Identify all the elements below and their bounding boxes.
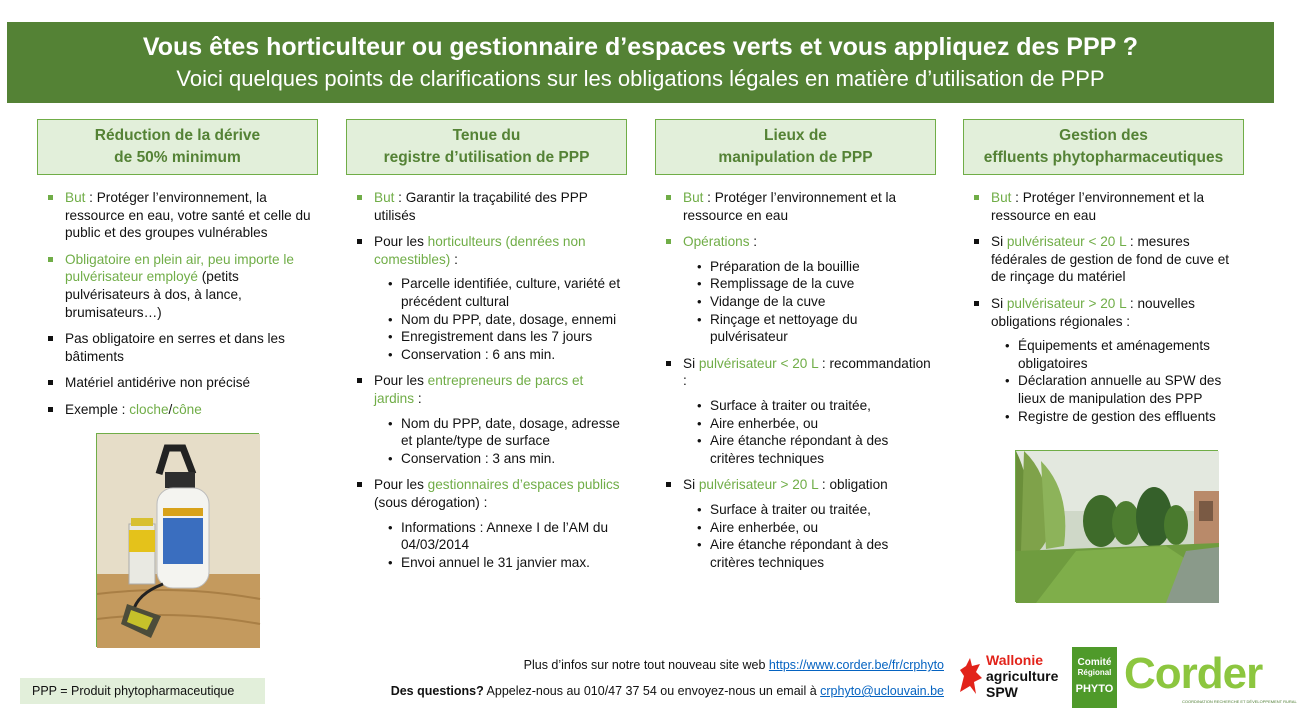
column-handling-sites bbox=[655, 119, 936, 580]
column-drift-reduction bbox=[37, 119, 318, 428]
column-heading: Lieux de manipulation de PPP bbox=[655, 119, 936, 175]
sub-list-item: • Équipements et aménagements obligatoires bbox=[991, 337, 1244, 372]
sub-list-item: • Envoi annuel le 31 janvier max. bbox=[374, 554, 627, 572]
column-heading: Gestion des effluents phytopharmaceutiques bbox=[963, 119, 1244, 175]
footer-website: Plus d’infos sur notre tout nouveau site web https://www.corder.be/fr/crphyto bbox=[523, 658, 944, 672]
corder-logo: Corder COORDINATION RECHERCHE ET DÉVELOPPEMENT RURAL bbox=[1124, 649, 1297, 704]
comite-phyto-logo: Comité Régional PHYTO bbox=[1072, 647, 1117, 708]
sub-list-item: • Remplissage de la cuve bbox=[683, 275, 936, 293]
sub-list-item: • Aire enherbée, ou bbox=[683, 415, 936, 433]
garden-photo bbox=[1015, 450, 1218, 602]
column-usage-register bbox=[346, 119, 627, 580]
sub-list-item: • Informations : Annexe I de l’AM du 04/03/2014 bbox=[374, 519, 627, 554]
sub-list-item: • Enregistrement dans les 7 jours bbox=[374, 328, 627, 346]
list-item: Si pulvérisateur > 20 L : nouvelles obligations régionales : • Équipements et aménagements obligatoires • Déclaration annuelle au SPW des lieux de manipulation des PPP • Registre de gestion des effluents bbox=[963, 295, 1244, 425]
sub-list-item: • Surface à traiter ou traitée, bbox=[683, 501, 936, 519]
title-banner bbox=[7, 22, 1274, 103]
list-item: Opérations : • Préparation de la bouillie • Remplissage de la cuve • Vidange de la cuve • Rinçage et nettoyage du pulvérisateur bbox=[655, 233, 936, 346]
sub-list-item: • Parcelle identifiée, culture, variété et précédent cultural bbox=[374, 275, 627, 310]
page-subtitle: Voici quelques points de clarifications sur les obligations légales en matière d’utilisation de PPP bbox=[176, 66, 1105, 91]
sub-list-item: • Déclaration annuelle au SPW des lieux de manipulation des PPP bbox=[991, 372, 1244, 407]
list-item: But : Garantir la traçabilité des PPP utilisés bbox=[346, 189, 627, 224]
sub-list-item: • Aire étanche répondant à des critères techniques bbox=[683, 432, 936, 467]
sub-list-item: • Conservation : 6 ans min. bbox=[374, 346, 627, 364]
page-title: Vous êtes horticulteur ou gestionnaire d’espaces verts et vous appliquez des PPP ? bbox=[142, 33, 1139, 61]
sub-list-item: • Rinçage et nettoyage du pulvérisateur bbox=[683, 311, 936, 346]
wallonie-logo: Wallonie agriculture SPW bbox=[956, 652, 1068, 704]
sub-list-item: • Aire étanche répondant à des critères techniques bbox=[683, 536, 936, 571]
sprayer-illustration bbox=[97, 434, 260, 648]
column-heading: Réduction de la dérive de 50% minimum bbox=[37, 119, 318, 175]
list-item: Pas obligatoire en serres et dans les bâtiments bbox=[37, 330, 318, 365]
list-item: Obligatoire en plein air, peu importe le pulvérisateur employé (petits pulvérisateurs à dos, à lance, brumisateurs…) bbox=[37, 251, 318, 321]
sub-list-item: • Conservation : 3 ans min. bbox=[374, 450, 627, 468]
list-item: Exemple : cloche/cône bbox=[37, 401, 318, 419]
sub-list-item: • Nom du PPP, date, dosage, adresse et plante/type de surface bbox=[374, 415, 627, 450]
list-item: Si pulvérisateur < 20 L : recommandation : • Surface à traiter ou traitée, • Aire enherbée, ou • Aire étanche répondant à des critères techniques bbox=[655, 355, 936, 468]
sprayer-photo bbox=[96, 433, 259, 647]
list-item: Pour les gestionnaires d’espaces publics (sous dérogation) : • Informations : Annexe I de l’AM du 04/03/2014 • Envoi annuel le 31 janvier max. bbox=[346, 476, 627, 571]
website-link[interactable]: https://www.corder.be/fr/crphyto bbox=[768, 658, 944, 672]
sub-list-item: • Nom du PPP, date, dosage, ennemi bbox=[374, 311, 627, 329]
list-item: Pour les horticulteurs (denrées non comestibles) : • Parcelle identifiée, culture, variété et précédent cultural • Nom du PPP, date, dosage, ennemi • Enregistrement dans les 7 jours • Conservation : 6 ans min. bbox=[346, 233, 627, 363]
footer-contact: Des questions? Appelez-nous au 010/47 37 54 ou envoyez-nous un email à crphyto@uclouvain.be bbox=[390, 684, 944, 698]
column-heading: Tenue du registre d’utilisation de PPP bbox=[346, 119, 627, 175]
list-item: Si pulvérisateur < 20 L : mesures fédérales de gestion de fond de cuve et de rinçage du matériel bbox=[963, 233, 1244, 286]
list-item: But : Protéger l’environnement et la ressource en eau bbox=[963, 189, 1244, 224]
list-item: But : Protéger l’environnement, la ressource en eau, votre santé et celle du public et des groupes vulnérables bbox=[37, 189, 318, 242]
email-link[interactable]: crphyto@uclouvain.be bbox=[820, 684, 944, 698]
garden-illustration bbox=[1016, 451, 1219, 603]
list-item: But : Protéger l’environnement et la ressource en eau bbox=[655, 189, 936, 224]
list-item: Si pulvérisateur > 20 L : obligation • Surface à traiter ou traitée, • Aire enherbée, ou • Aire étanche répondant à des critères techniques bbox=[655, 476, 936, 571]
sub-list-item: • Registre de gestion des effluents bbox=[991, 408, 1244, 426]
list-item: Pour les entrepreneurs de parcs et jardins : • Nom du PPP, date, dosage, adresse et plante/type de surface • Conservation : 3 ans min. bbox=[346, 372, 627, 467]
abbreviation-legend: PPP = Produit phytopharmaceutique bbox=[20, 678, 265, 704]
sub-list-item: • Vidange de la cuve bbox=[683, 293, 936, 311]
sub-list-item: • Surface à traiter ou traitée, bbox=[683, 397, 936, 415]
sub-list-item: • Préparation de la bouillie bbox=[683, 258, 936, 276]
list-item: Matériel antidérive non précisé bbox=[37, 374, 318, 392]
rooster-icon bbox=[956, 656, 984, 696]
sub-list-item: • Aire enherbée, ou bbox=[683, 519, 936, 537]
column-effluent-management bbox=[963, 119, 1244, 434]
